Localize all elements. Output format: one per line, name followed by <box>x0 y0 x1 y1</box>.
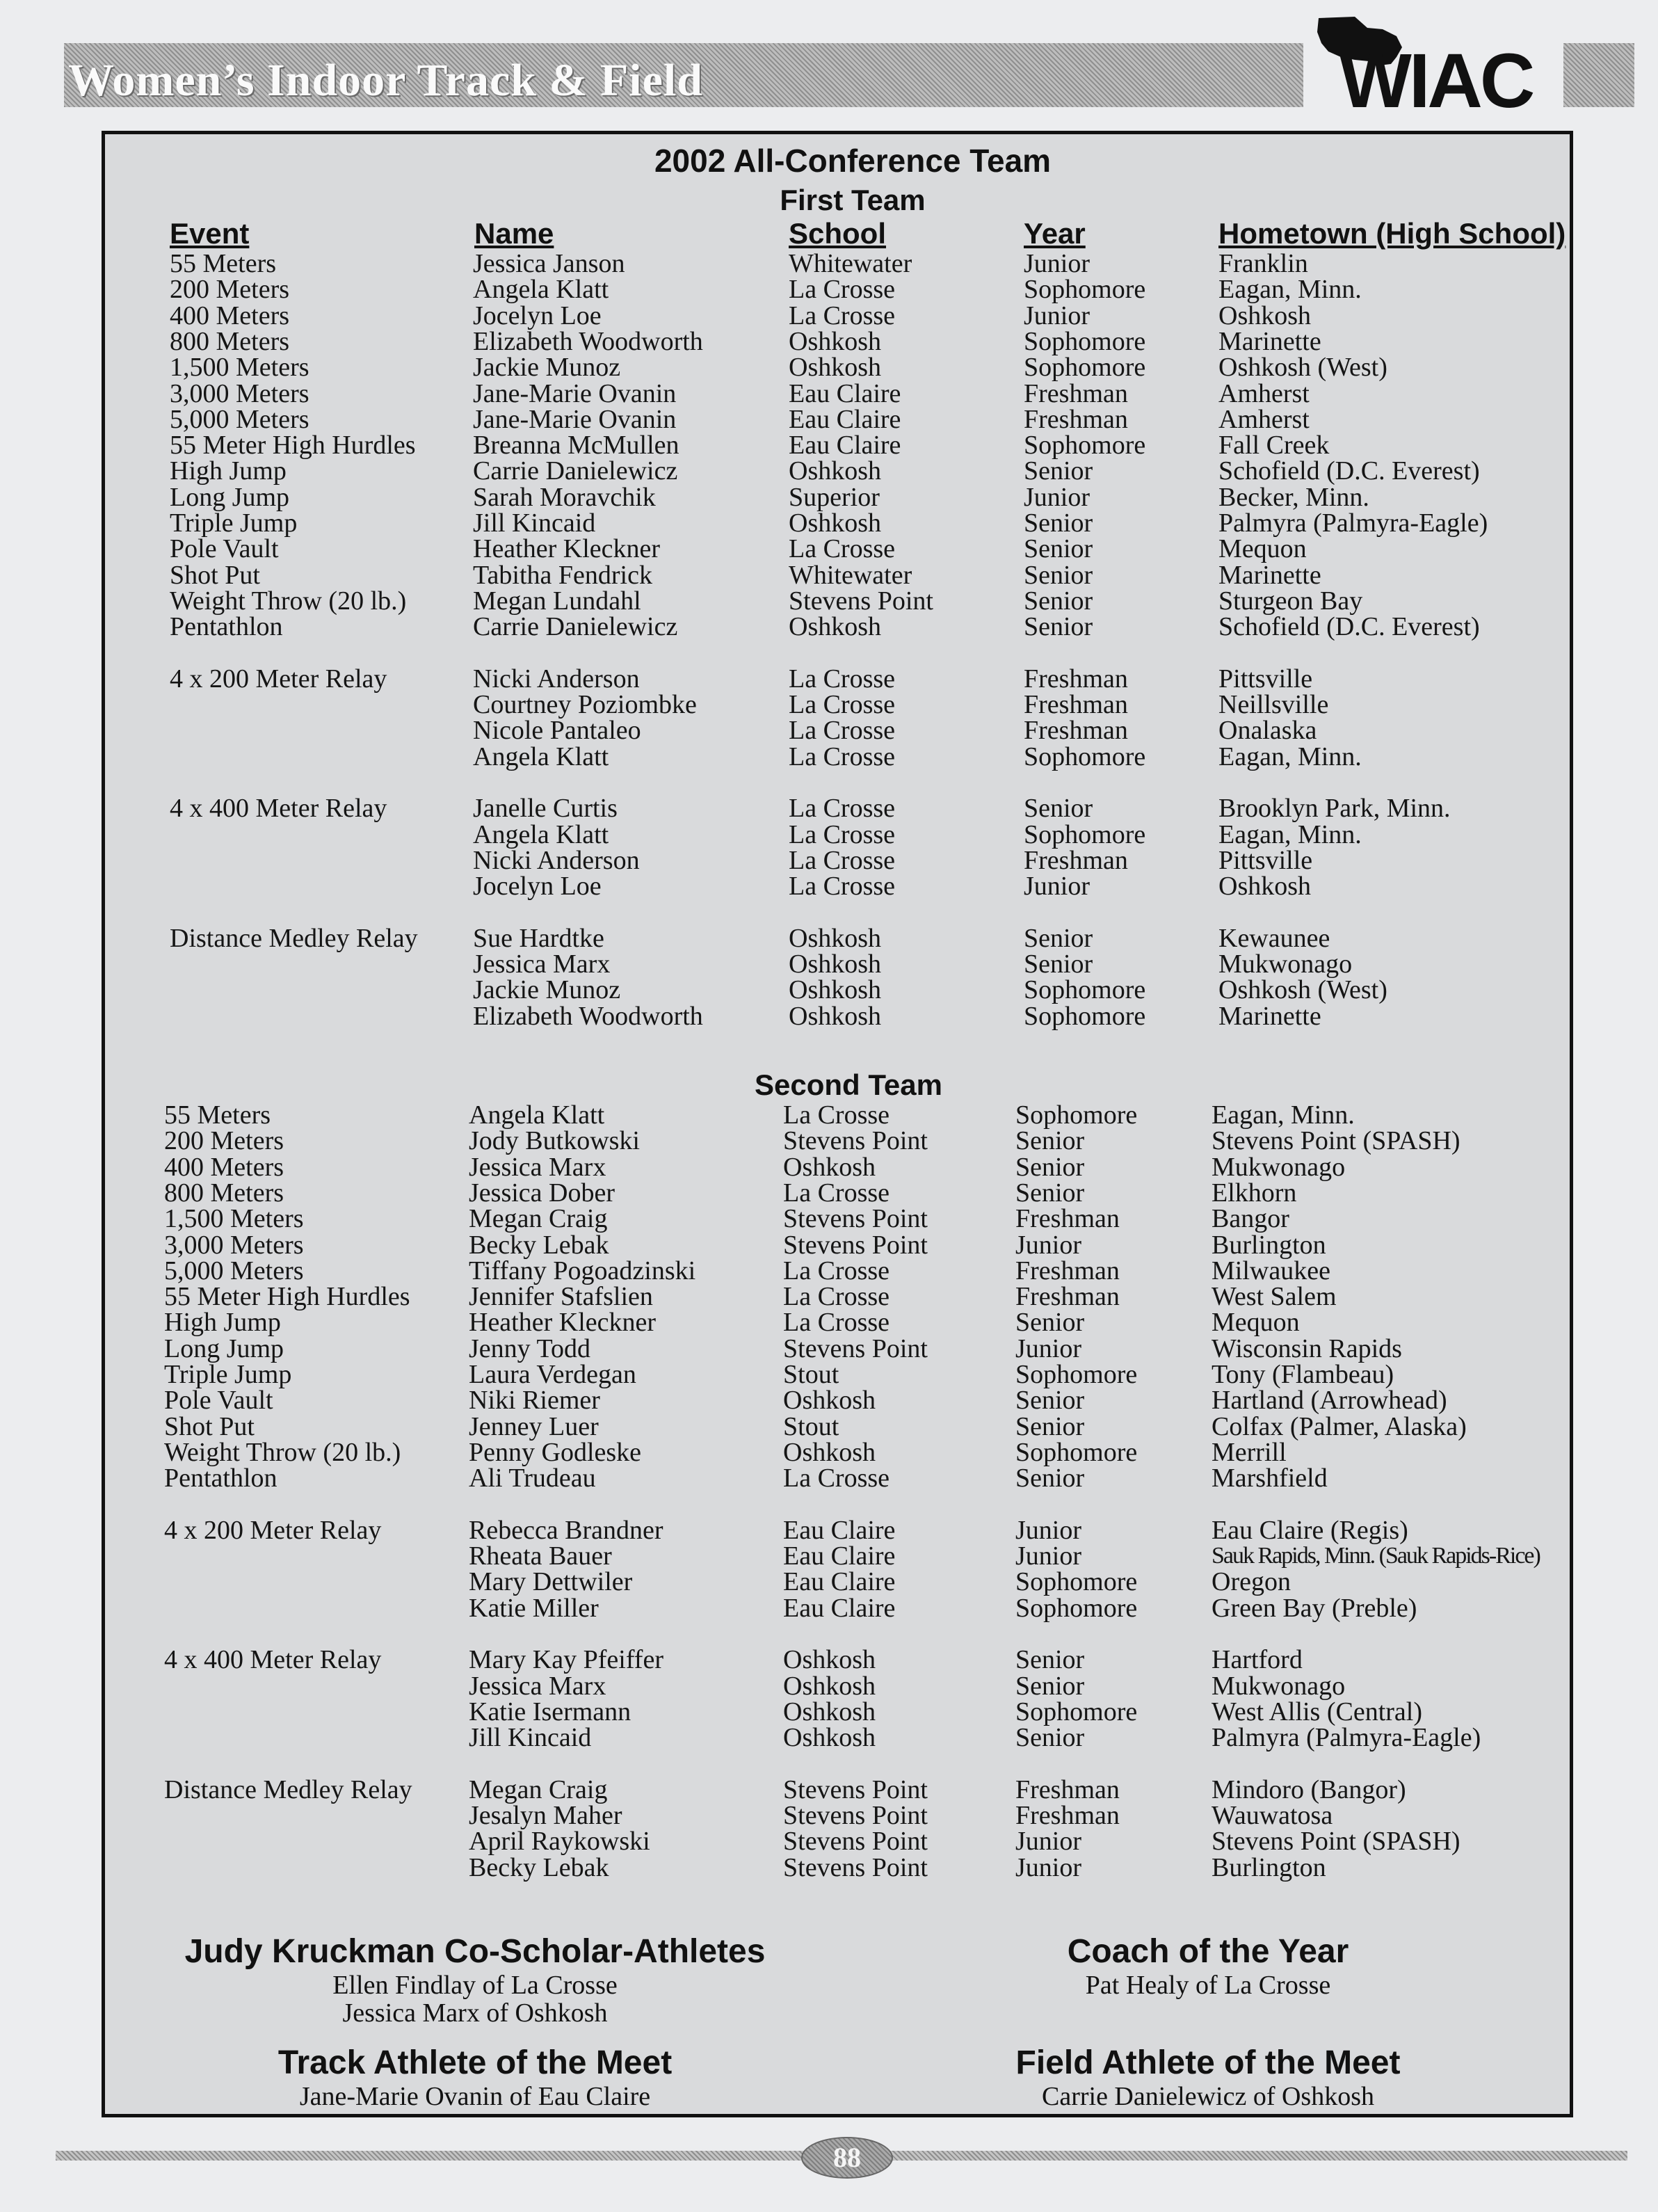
cell-hometown: Mindoro (Bangor) <box>1212 1774 1406 1804</box>
cell-school: Stevens Point <box>783 1204 928 1234</box>
cell-school: La Crosse <box>789 794 896 824</box>
cell-school: Stevens Point <box>783 1333 928 1363</box>
track-award-title: Track Athlete of the Meet <box>277 2044 673 2081</box>
cell-event: Pole Vault <box>164 1386 273 1416</box>
cell-name: Jessica Marx <box>469 1152 606 1182</box>
cell-year: Junior <box>1024 249 1090 278</box>
cell-name: Breanna McMullen <box>473 431 679 460</box>
team-title: 2002 All-Conference Team <box>654 143 1052 179</box>
track-award-winner: Jane-Marie Ovanin of Eau Claire <box>299 2082 651 2111</box>
cell-name: Angela Klatt <box>473 275 609 305</box>
cell-school: Stevens Point <box>783 1230 928 1260</box>
cell-name: Jill Kincaid <box>473 508 596 538</box>
cell-year: Junior <box>1015 1230 1081 1260</box>
coach-award-title: Coach of the Year <box>1067 1933 1349 1970</box>
cell-hometown: Hartford <box>1212 1645 1303 1675</box>
cell-name: Jessica Marx <box>473 949 611 979</box>
cell-year: Freshman <box>1024 716 1128 746</box>
cell-hometown: Amherst <box>1218 378 1310 408</box>
cell-year: Junior <box>1015 1852 1081 1882</box>
cell-hometown: Eagan, Minn. <box>1218 819 1362 849</box>
cell-hometown: Oshkosh (West) <box>1218 353 1387 383</box>
cell-school: Oshkosh <box>783 1645 876 1675</box>
cell-year: Freshman <box>1024 845 1128 875</box>
cell-name: Katie Miller <box>469 1593 599 1623</box>
wiac-logo: WIAC <box>1339 38 1533 124</box>
cell-name: Mary Dettwiler <box>469 1567 633 1597</box>
cell-school: Eau Claire <box>783 1541 896 1571</box>
cell-school: Oshkosh <box>789 923 882 953</box>
cell-year: Freshman <box>1024 664 1128 694</box>
cell-hometown: Franklin <box>1218 249 1308 278</box>
cell-school: Oshkosh <box>783 1437 876 1467</box>
cell-year: Freshman <box>1024 404 1128 434</box>
cell-event: 55 Meter High Hurdles <box>170 431 416 460</box>
cell-school: Oshkosh <box>789 326 882 356</box>
cell-year: Freshman <box>1015 1204 1120 1234</box>
cell-event: High Jump <box>170 456 287 486</box>
cell-hometown: Palmyra (Palmyra-Eagle) <box>1212 1723 1481 1753</box>
page-number: 88 <box>833 2142 861 2173</box>
cell-hometown: Becker, Minn. <box>1218 482 1369 512</box>
cell-event: 3,000 Meters <box>164 1230 304 1260</box>
cell-name: Courtney Poziombke <box>473 690 697 720</box>
cell-name: Sue Hardtke <box>473 923 604 953</box>
field-award-title: Field Athlete of the Meet <box>1015 2044 1401 2081</box>
cell-school: Eau Claire <box>789 431 901 460</box>
cell-year: Senior <box>1015 1464 1085 1493</box>
cell-year: Senior <box>1015 1645 1085 1675</box>
cell-event: 1,500 Meters <box>170 353 309 383</box>
cell-school: Whitewater <box>789 249 912 278</box>
cell-year: Freshman <box>1015 1774 1120 1804</box>
cell-year: Senior <box>1015 1126 1085 1156</box>
cell-event: Long Jump <box>170 482 290 512</box>
cell-year: Senior <box>1015 1723 1085 1753</box>
cell-hometown: Neillsville <box>1218 690 1329 720</box>
cell-year: Freshman <box>1024 378 1128 408</box>
cell-event: Pole Vault <box>170 534 279 564</box>
cell-event: 200 Meters <box>170 275 290 305</box>
cell-name: Megan Craig <box>469 1204 608 1234</box>
cell-year: Sophomore <box>1024 819 1146 849</box>
cell-hometown: Oshkosh <box>1218 872 1312 901</box>
cell-year: Sophomore <box>1024 1001 1146 1031</box>
cell-name: Laura Verdegan <box>469 1360 636 1389</box>
cell-event: Distance Medley Relay <box>170 923 418 953</box>
cell-school: Oshkosh <box>789 353 882 383</box>
cell-hometown: Marinette <box>1218 326 1321 356</box>
cell-name: Katie Isermann <box>469 1697 631 1726</box>
cell-year: Senior <box>1024 508 1093 538</box>
cell-name: Elizabeth Woodworth <box>473 1001 703 1031</box>
cell-name: Jane-Marie Ovanin <box>473 378 677 408</box>
cell-school: Oshkosh <box>783 1386 876 1416</box>
cell-hometown: Schofield (D.C. Everest) <box>1218 456 1480 486</box>
cell-event: 400 Meters <box>164 1152 284 1182</box>
column-header-year: Year <box>1024 217 1086 250</box>
cell-school: La Crosse <box>789 534 896 564</box>
cell-school: Stout <box>783 1411 839 1441</box>
cell-hometown: Stevens Point (SPASH) <box>1212 1126 1460 1156</box>
cell-year: Sophomore <box>1015 1437 1138 1467</box>
cell-hometown: Wauwatosa <box>1212 1801 1333 1831</box>
cell-school: Eau Claire <box>789 404 901 434</box>
cell-name: Angela Klatt <box>473 819 609 849</box>
cell-name: Jessica Janson <box>473 249 625 278</box>
cell-hometown: Eagan, Minn. <box>1218 275 1362 305</box>
cell-event: 4 x 200 Meter Relay <box>170 664 387 694</box>
cell-year: Senior <box>1024 560 1093 590</box>
cell-hometown: Mequon <box>1218 534 1307 564</box>
cell-event: 55 Meter High Hurdles <box>164 1282 410 1312</box>
cell-year: Senior <box>1024 456 1093 486</box>
cell-year: Senior <box>1024 586 1093 616</box>
cell-name: Jackie Munoz <box>473 975 621 1005</box>
cell-hometown: Oregon <box>1212 1567 1291 1597</box>
cell-name: Nicki Anderson <box>473 845 640 875</box>
cell-hometown: Hartland (Arrowhead) <box>1212 1386 1447 1416</box>
cell-name: Becky Lebak <box>469 1230 609 1260</box>
cell-year: Freshman <box>1015 1256 1120 1285</box>
cell-hometown: Amherst <box>1218 404 1310 434</box>
cell-school: Whitewater <box>789 560 912 590</box>
cell-school: Eau Claire <box>789 378 901 408</box>
second-team-label: Second Team <box>755 1068 942 1101</box>
column-header-name: Name <box>474 217 554 250</box>
cell-year: Senior <box>1015 1178 1085 1208</box>
cell-event: 55 Meters <box>164 1100 271 1130</box>
cell-year: Sophomore <box>1024 431 1146 460</box>
cell-year: Senior <box>1024 923 1093 953</box>
cell-school: La Crosse <box>783 1464 890 1493</box>
cell-name: Angela Klatt <box>469 1100 605 1130</box>
cell-name: Jocelyn Loe <box>473 872 602 901</box>
cell-hometown: Pittsville <box>1218 664 1313 694</box>
cell-name: Rebecca Brandner <box>469 1515 663 1545</box>
cell-year: Senior <box>1015 1671 1085 1701</box>
cell-year: Sophomore <box>1024 975 1146 1005</box>
cell-name: Angela Klatt <box>473 742 609 771</box>
cell-name: Jane-Marie Ovanin <box>473 404 677 434</box>
cell-name: Jesalyn Maher <box>469 1801 622 1831</box>
cell-hometown: Burlington <box>1212 1852 1326 1882</box>
cell-name: Carrie Danielewicz <box>473 612 678 642</box>
cell-year: Junior <box>1015 1333 1081 1363</box>
scholar-award-winner-1: Ellen Findlay of La Crosse <box>332 1971 618 2000</box>
cell-year: Sophomore <box>1024 353 1146 383</box>
cell-hometown: Merrill <box>1212 1437 1287 1467</box>
cell-name: Penny Godleske <box>469 1437 642 1467</box>
cell-school: Oshkosh <box>789 975 882 1005</box>
cell-name: Jill Kincaid <box>469 1723 592 1753</box>
cell-year: Freshman <box>1024 690 1128 720</box>
cell-year: Sophomore <box>1015 1567 1138 1597</box>
page-title: Women’s Indoor Track & Field <box>68 55 703 106</box>
cell-school: Stevens Point <box>783 1801 928 1831</box>
cell-hometown: Tony (Flambeau) <box>1212 1360 1394 1389</box>
cell-school: La Crosse <box>783 1178 890 1208</box>
cell-year: Senior <box>1024 949 1093 979</box>
cell-event: Shot Put <box>164 1411 255 1441</box>
cell-name: Janelle Curtis <box>473 794 618 824</box>
cell-name: Megan Craig <box>469 1774 608 1804</box>
cell-school: Oshkosh <box>783 1723 876 1753</box>
cell-name: Megan Lundahl <box>473 586 641 616</box>
cell-name: Jenney Luer <box>469 1411 599 1441</box>
cell-hometown: Sturgeon Bay <box>1218 586 1363 616</box>
cell-event: 1,500 Meters <box>164 1204 304 1234</box>
cell-school: La Crosse <box>789 819 896 849</box>
cell-event: Pentathlon <box>170 612 283 642</box>
coach-award-winner: Pat Healy of La Crosse <box>1085 1971 1331 2000</box>
cell-school: La Crosse <box>789 872 896 901</box>
cell-hometown: Mukwonago <box>1218 949 1353 979</box>
cell-school: La Crosse <box>789 690 896 720</box>
cell-hometown: Marshfield <box>1212 1464 1328 1493</box>
cell-hometown: Marinette <box>1218 1001 1321 1031</box>
cell-year: Senior <box>1015 1308 1085 1338</box>
cell-hometown: Burlington <box>1212 1230 1326 1260</box>
cell-school: Oshkosh <box>783 1152 876 1182</box>
cell-year: Sophomore <box>1015 1593 1138 1623</box>
cell-event: Triple Jump <box>170 508 298 538</box>
cell-school: Superior <box>789 482 880 512</box>
cell-hometown: Bangor <box>1212 1204 1289 1234</box>
cell-hometown: Wisconsin Rapids <box>1212 1333 1402 1363</box>
cell-name: Becky Lebak <box>469 1852 609 1882</box>
cell-event: High Jump <box>164 1308 281 1338</box>
cell-event: 5,000 Meters <box>164 1256 304 1285</box>
cell-hometown: Pittsville <box>1218 845 1313 875</box>
cell-school: Oshkosh <box>789 456 882 486</box>
cell-school: La Crosse <box>789 275 896 305</box>
cell-hometown: Schofield (D.C. Everest) <box>1218 612 1480 642</box>
cell-school: Eau Claire <box>783 1515 896 1545</box>
cell-year: Sophomore <box>1015 1100 1138 1130</box>
cell-event: 55 Meters <box>170 249 277 278</box>
cell-name: Heather Kleckner <box>473 534 661 564</box>
cell-year: Junior <box>1024 300 1090 330</box>
cell-name: Jennifer Stafslien <box>469 1282 653 1312</box>
cell-year: Sophomore <box>1024 326 1146 356</box>
cell-hometown: Eagan, Minn. <box>1212 1100 1355 1130</box>
cell-name: Elizabeth Woodworth <box>473 326 703 356</box>
first-team-label: First Team <box>780 184 926 216</box>
cell-name: Tiffany Pogoadzinski <box>469 1256 696 1285</box>
cell-name: Heather Kleckner <box>469 1308 657 1338</box>
cell-year: Senior <box>1015 1386 1085 1416</box>
cell-name: Jessica Marx <box>469 1671 606 1701</box>
cell-event: Pentathlon <box>164 1464 277 1493</box>
cell-name: Rheata Bauer <box>469 1541 612 1571</box>
cell-event: 5,000 Meters <box>170 404 309 434</box>
cell-school: Stevens Point <box>783 1126 928 1156</box>
cell-school: Stout <box>783 1360 839 1389</box>
cell-school: Eau Claire <box>783 1567 896 1597</box>
cell-year: Freshman <box>1015 1801 1120 1831</box>
cell-school: La Crosse <box>783 1256 890 1285</box>
cell-name: Niki Riemer <box>469 1386 600 1416</box>
cell-name: Carrie Danielewicz <box>473 456 678 486</box>
cell-hometown: Eagan, Minn. <box>1218 742 1362 771</box>
cell-name: Nicole Pantaleo <box>473 716 641 746</box>
cell-event: 3,000 Meters <box>170 378 309 408</box>
cell-hometown: Oshkosh (West) <box>1218 975 1387 1005</box>
cell-event: 4 x 400 Meter Relay <box>170 794 387 824</box>
scholar-award-title: Judy Kruckman Co-Scholar-Athletes <box>184 1933 766 1970</box>
cell-year: Junior <box>1024 872 1090 901</box>
cell-hometown: Mequon <box>1212 1308 1300 1338</box>
field-award-winner: Carrie Danielewicz of Oshkosh <box>1041 2082 1375 2111</box>
cell-school: Oshkosh <box>789 508 882 538</box>
cell-name: Mary Kay Pfeiffer <box>469 1645 663 1675</box>
cell-name: Sarah Moravchik <box>473 482 656 512</box>
cell-school: Oshkosh <box>783 1671 876 1701</box>
cell-hometown: Mukwonago <box>1212 1671 1346 1701</box>
cell-year: Freshman <box>1015 1282 1120 1312</box>
cell-year: Junior <box>1024 482 1090 512</box>
cell-year: Sophomore <box>1024 275 1146 305</box>
cell-event: Weight Throw (20 lb.) <box>170 586 407 616</box>
cell-hometown: West Salem <box>1212 1282 1337 1312</box>
cell-hometown: Stevens Point (SPASH) <box>1212 1827 1460 1857</box>
cell-year: Sophomore <box>1015 1697 1138 1726</box>
cell-school: Oshkosh <box>789 1001 882 1031</box>
cell-event: Distance Medley Relay <box>164 1774 412 1804</box>
cell-name: April Raykowski <box>469 1827 650 1857</box>
cell-school: La Crosse <box>783 1100 890 1130</box>
cell-school: Stevens Point <box>783 1827 928 1857</box>
cell-hometown: Oshkosh <box>1218 300 1312 330</box>
cell-year: Senior <box>1015 1411 1085 1441</box>
cell-hometown: West Allis (Central) <box>1212 1697 1422 1726</box>
cell-event: 800 Meters <box>164 1178 284 1208</box>
cell-hometown: Mukwonago <box>1212 1152 1346 1182</box>
column-header-school: School <box>789 217 887 250</box>
cell-school: La Crosse <box>789 716 896 746</box>
cell-hometown: Palmyra (Palmyra-Eagle) <box>1218 508 1488 538</box>
column-header-hometown: Hometown (High School) <box>1218 217 1566 250</box>
header-banner-end <box>1563 43 1634 107</box>
cell-year: Senior <box>1015 1152 1085 1182</box>
cell-year: Senior <box>1024 534 1093 564</box>
cell-year: Junior <box>1015 1541 1081 1571</box>
cell-hometown: Fall Creek <box>1218 431 1330 460</box>
cell-school: Stevens Point <box>783 1852 928 1882</box>
cell-hometown: Elkhorn <box>1212 1178 1297 1208</box>
cell-year: Sophomore <box>1024 742 1146 771</box>
cell-school: La Crosse <box>783 1282 890 1312</box>
cell-name: Tabitha Fendrick <box>473 560 652 590</box>
cell-name: Jody Butkowski <box>469 1126 640 1156</box>
cell-event: 4 x 400 Meter Relay <box>164 1645 382 1675</box>
cell-school: Oshkosh <box>783 1697 876 1726</box>
column-header-event: Event <box>170 217 250 250</box>
cell-event: 200 Meters <box>164 1126 284 1156</box>
cell-hometown: Milwaukee <box>1212 1256 1330 1285</box>
cell-hometown: Sauk Rapids, Minn. (Sauk Rapids-Rice) <box>1212 1543 1540 1569</box>
cell-school: Stevens Point <box>783 1774 928 1804</box>
cell-event: 800 Meters <box>170 326 290 356</box>
cell-event: Shot Put <box>170 560 260 590</box>
cell-year: Sophomore <box>1015 1360 1138 1389</box>
cell-school: Oshkosh <box>789 612 882 642</box>
cell-hometown: Brooklyn Park, Minn. <box>1218 794 1451 824</box>
cell-name: Jocelyn Loe <box>473 300 602 330</box>
cell-name: Jenny Todd <box>469 1333 591 1363</box>
cell-school: La Crosse <box>783 1308 890 1338</box>
cell-year: Senior <box>1024 794 1093 824</box>
cell-year: Junior <box>1015 1827 1081 1857</box>
cell-event: Weight Throw (20 lb.) <box>164 1437 401 1467</box>
cell-name: Jessica Dober <box>469 1178 615 1208</box>
cell-school: Oshkosh <box>789 949 882 979</box>
cell-event: Triple Jump <box>164 1360 292 1389</box>
cell-event: 400 Meters <box>170 300 290 330</box>
cell-hometown: Marinette <box>1218 560 1321 590</box>
cell-hometown: Eau Claire (Regis) <box>1212 1515 1408 1545</box>
cell-school: La Crosse <box>789 300 896 330</box>
cell-school: La Crosse <box>789 742 896 771</box>
cell-hometown: Kewaunee <box>1218 923 1330 953</box>
cell-hometown: Onalaska <box>1218 716 1317 746</box>
cell-hometown: Green Bay (Preble) <box>1212 1593 1417 1623</box>
cell-school: Eau Claire <box>783 1593 896 1623</box>
cell-year: Junior <box>1015 1515 1081 1545</box>
cell-hometown: Colfax (Palmer, Alaska) <box>1212 1411 1467 1441</box>
cell-name: Nicki Anderson <box>473 664 640 694</box>
cell-name: Jackie Munoz <box>473 353 621 383</box>
cell-school: La Crosse <box>789 664 896 694</box>
cell-event: Long Jump <box>164 1333 284 1363</box>
cell-year: Senior <box>1024 612 1093 642</box>
scholar-award-winner-2: Jessica Marx of Oshkosh <box>342 1998 608 2028</box>
cell-school: Stevens Point <box>789 586 933 616</box>
cell-event: 4 x 200 Meter Relay <box>164 1515 382 1545</box>
cell-name: Ali Trudeau <box>469 1464 596 1493</box>
cell-school: La Crosse <box>789 845 896 875</box>
